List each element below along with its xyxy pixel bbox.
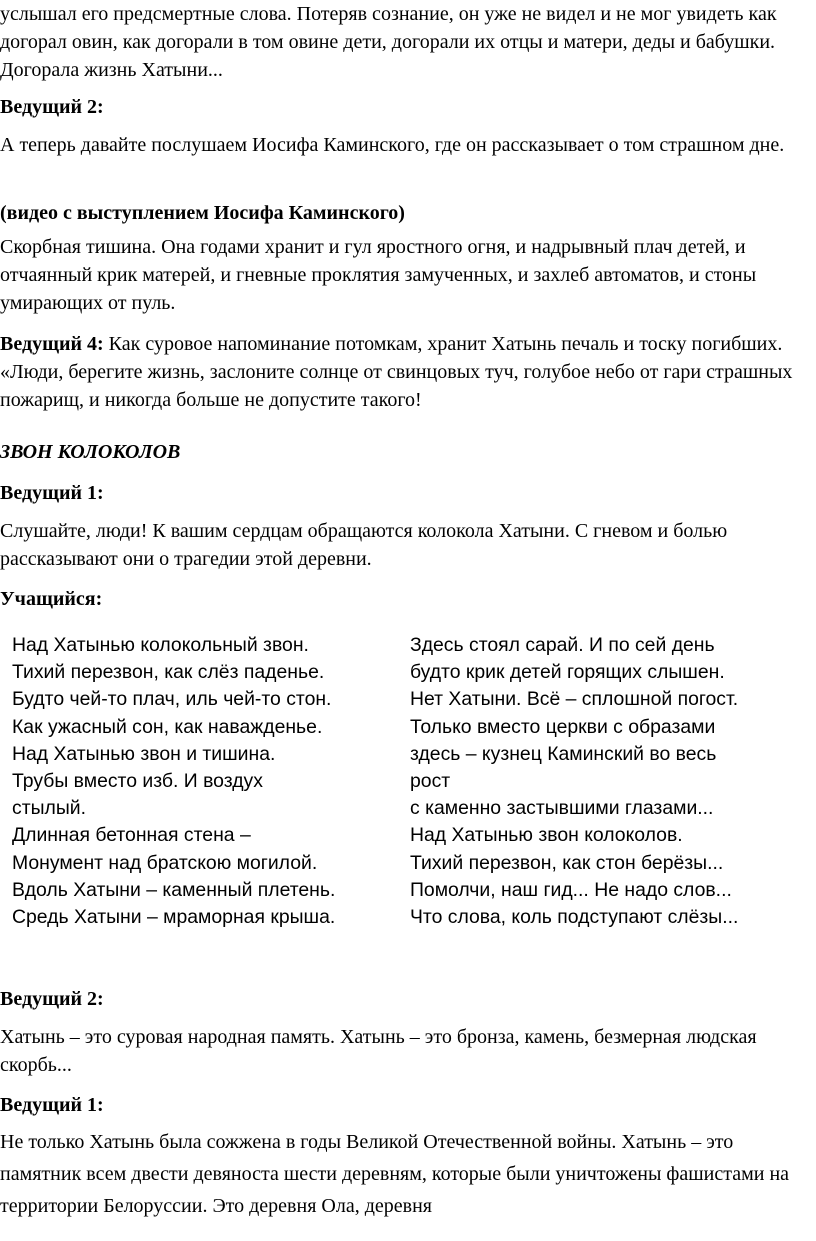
poem-line: Будто чей-то плач, иль чей-то стон. <box>12 688 332 711</box>
paragraph-reminder-text: Как суровое напоминание потомкам, хранит Хатынь печаль и тоску погибших. «Люди, берегите жизнь, заслоните солнце от свинцовых туч, голубое небо от гари страшных пожарищ, и никогда больше не допустите такого! <box>0 333 793 411</box>
poem-line: Тихий перезвон, как стон берёзы... <box>410 851 724 874</box>
poem-line: Как ужасный сон, как наважденье. <box>12 715 323 738</box>
poem-line: Что слова, коль подступают слёзы... <box>410 906 739 929</box>
poem-line: Над Хатынью звон и тишина. <box>12 742 276 765</box>
poem-line: стылый. <box>12 797 86 820</box>
poem-line: здесь – кузнец Каминский во весь <box>410 742 717 765</box>
paragraph-silence: Скорбная тишина. Она годами хранит и гул яростного огня, и надрывный плач детей, и отчаянный крик матерей, и гневные проклятия замученных, и захлеб автоматов, и стоны умирающих от пуль. <box>0 236 757 314</box>
poem-line: Только вместо церкви с образами <box>410 715 716 738</box>
speaker-heading: Ведущий 2: <box>0 988 104 1010</box>
poem-line: Вдоль Хатыни – каменный плетень. <box>12 878 336 901</box>
poem-line: Трубы вместо изб. И воздух <box>12 770 263 793</box>
poem-line: Монумент над братскою могилой. <box>12 851 318 874</box>
poem-line: Над Хатынью звон колоколов. <box>410 824 683 847</box>
poem-left-column <box>12 632 335 931</box>
paragraph-bells: Слушайте, люди! К вашим сердцам обращаются колокола Хатыни. С гневом и болью рассказывают они о трагедии этой деревни. <box>0 520 728 570</box>
poem-line: будто крик детей горящих слышен. <box>410 661 725 684</box>
video-note: (видео с выступлением Иосифа Каминского) <box>0 202 405 224</box>
paragraph-villages: Не только Хатынь была сожжена в годы Великой Отечественной войны. Хатынь – это памятник всем двести девяноста шести деревням, которые были уничтожены фашистами на территории Белоруссии. Это деревня Ола, деревня <box>0 1131 790 1217</box>
poem-line: Средь Хатыни – мраморная крыша. <box>12 906 336 929</box>
paragraph-intro: услышал его предсмертные слова. Потеряв сознание, он уже не видел и не мог увидеть как догорал овин, как догорали в том овине дети, догорали их отцы и матери, деды и бабушки. Догорала жизнь Хатыни... <box>0 3 777 81</box>
paragraph-memory: Хатынь – это суровая народная память. Хатынь – это бронза, камень, безмерная людская скорбь... <box>0 1026 757 1076</box>
poem-line: Здесь стоял сарай. И по сей день <box>410 634 715 656</box>
poem-line: Помолчи, наш гид... Не надо слов... <box>410 878 732 901</box>
poem-line: Длинная бетонная стена – <box>12 824 251 847</box>
poem-line: Нет Хатыни. Всё – сплошной погост. <box>410 688 739 711</box>
bells-heading: ЗВОН КОЛОКОЛОВ <box>0 441 181 463</box>
paragraph-reminder <box>0 330 806 414</box>
poem-line: с каменно застывшими глазами... <box>410 797 714 820</box>
speaker-heading: Ведущий 4: <box>0 333 104 355</box>
paragraph-listen: А теперь давайте послушаем Иосифа Каминского, где он рассказывает о том страшном дне. <box>0 134 785 156</box>
poem-line: Тихий перезвон, как слёз паденье. <box>12 661 325 684</box>
poem-right-column <box>410 632 738 931</box>
speaker-heading: Учащийся: <box>0 588 103 610</box>
poem-line: Над Хатынью колокольный звон. <box>12 634 309 656</box>
speaker-heading: Ведущий 1: <box>0 1094 104 1116</box>
speaker-heading: Ведущий 2: <box>0 96 104 118</box>
poem-line: рост <box>410 770 451 793</box>
speaker-heading: Ведущий 1: <box>0 482 104 504</box>
